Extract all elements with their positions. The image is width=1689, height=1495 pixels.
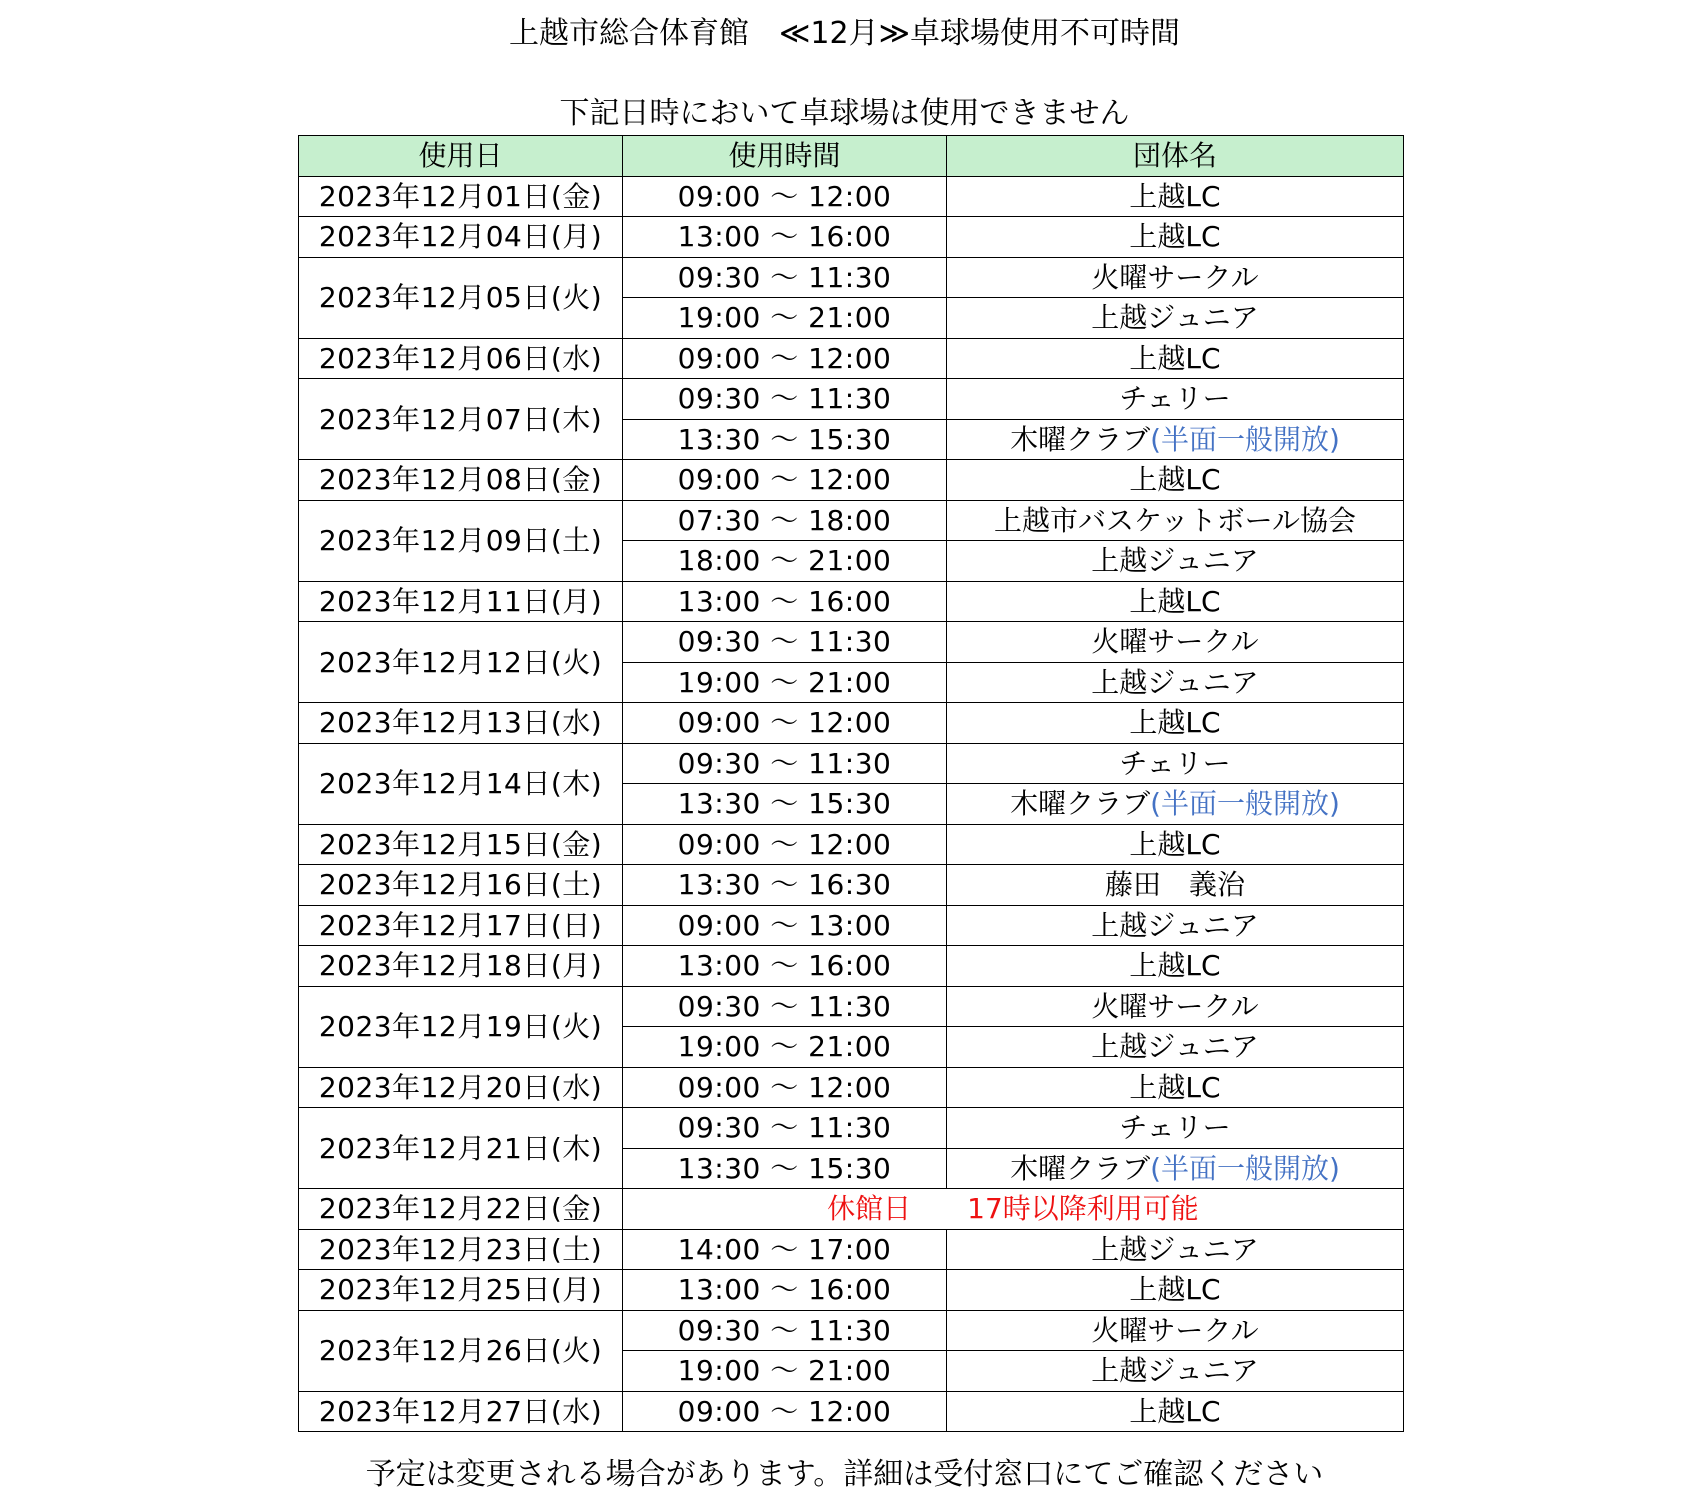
time-cell: 09:00 ～ 12:00 (623, 176, 947, 217)
date-cell: 2023年12月23日(土) (299, 1229, 623, 1270)
group-cell (947, 1108, 1404, 1149)
group-cell (947, 1391, 1404, 1432)
date-cell: 2023年12月05日(火) (299, 257, 623, 338)
group-cell (947, 865, 1404, 906)
table-row (299, 1310, 1404, 1351)
group-cell (947, 743, 1404, 784)
time-cell: 19:00 ～ 21:00 (623, 1027, 947, 1068)
date-cell: 2023年12月12日(火) (299, 622, 623, 703)
group-name: 火曜サークル (1091, 625, 1259, 659)
group-cell (947, 905, 1404, 946)
time-cell: 13:00 ～ 16:00 (623, 1270, 947, 1311)
table-row (299, 703, 1404, 744)
time-cell: 13:00 ～ 16:00 (623, 581, 947, 622)
group-cell (947, 1270, 1404, 1311)
group-cell (947, 824, 1404, 865)
group-cell (947, 500, 1404, 541)
group-name: 火曜サークル (1091, 989, 1259, 1023)
time-cell: 09:00 ～ 12:00 (623, 703, 947, 744)
table-row (299, 824, 1404, 865)
group-name: 上越LC (1129, 179, 1221, 213)
group-name: 上越LC (1129, 463, 1221, 497)
group-cell (947, 1310, 1404, 1351)
group-cell (947, 1351, 1404, 1392)
group-cell (947, 662, 1404, 703)
closed-notice-cell: 休館日 17時以降利用可能 (623, 1189, 1404, 1230)
time-cell: 09:30 ～ 11:30 (623, 986, 947, 1027)
group-cell (947, 379, 1404, 420)
time-cell: 09:00 ～ 12:00 (623, 824, 947, 865)
time-cell: 13:30 ～ 16:30 (623, 865, 947, 906)
table-row (299, 217, 1404, 258)
group-cell (947, 541, 1404, 582)
group-name: 上越ジュニア (1091, 665, 1259, 699)
group-name: 上越LC (1129, 341, 1221, 375)
date-cell: 2023年12月19日(火) (299, 986, 623, 1067)
group-cell (947, 338, 1404, 379)
date-cell: 2023年12月15日(金) (299, 824, 623, 865)
date-cell: 2023年12月25日(月) (299, 1270, 623, 1311)
table-row (299, 1108, 1404, 1149)
table-row (299, 500, 1404, 541)
group-cell (947, 946, 1404, 987)
time-cell: 13:00 ～ 16:00 (623, 217, 947, 258)
table-row (299, 1270, 1404, 1311)
date-cell: 2023年12月20日(水) (299, 1067, 623, 1108)
time-cell: 19:00 ～ 21:00 (623, 662, 947, 703)
time-cell: 09:30 ～ 11:30 (623, 1310, 947, 1351)
group-name: チェリー (1119, 382, 1231, 416)
group-cell (947, 298, 1404, 339)
date-cell: 2023年12月09日(土) (299, 500, 623, 581)
time-cell: 09:00 ～ 12:00 (623, 1391, 947, 1432)
group-cell (947, 986, 1404, 1027)
date-cell: 2023年12月13日(水) (299, 703, 623, 744)
date-cell: 2023年12月01日(金) (299, 176, 623, 217)
time-cell: 13:30 ～ 15:30 (623, 1148, 947, 1189)
time-cell: 18:00 ～ 21:00 (623, 541, 947, 582)
group-cell (947, 460, 1404, 501)
group-name: 火曜サークル (1091, 260, 1259, 294)
table-row (299, 379, 1404, 420)
group-name: 木曜クラブ (1010, 787, 1151, 821)
date-cell: 2023年12月27日(水) (299, 1391, 623, 1432)
time-cell: 13:30 ～ 15:30 (623, 784, 947, 825)
group-name: 上越LC (1129, 1273, 1221, 1307)
time-cell: 09:00 ～ 12:00 (623, 460, 947, 501)
group-note: (半面一般開放) (1150, 422, 1340, 456)
group-name: 上越LC (1129, 1394, 1221, 1428)
group-cell (947, 1148, 1404, 1189)
group-name: 木曜クラブ (1010, 1151, 1151, 1185)
date-cell: 2023年12月07日(木) (299, 379, 623, 460)
group-name: 上越ジュニア (1091, 908, 1259, 942)
header-row (299, 136, 1404, 177)
group-name: 上越LC (1129, 220, 1221, 254)
group-name: 上越ジュニア (1091, 544, 1259, 578)
group-cell (947, 703, 1404, 744)
header-group: 団体名 (947, 136, 1404, 177)
date-cell: 2023年12月22日(金) (299, 1189, 623, 1230)
date-cell: 2023年12月26日(火) (299, 1310, 623, 1391)
page-title: 上越市総合体育館 ≪12月≫卓球場使用不可時間 (509, 16, 1180, 51)
date-cell: 2023年12月11日(月) (299, 581, 623, 622)
table-row (299, 1391, 1404, 1432)
group-name: 上越ジュニア (1091, 1232, 1259, 1266)
schedule-table (298, 135, 1404, 1432)
group-name: 上越ジュニア (1091, 1030, 1259, 1064)
group-name: 上越LC (1129, 949, 1221, 983)
group-name: 上越ジュニア (1091, 1354, 1259, 1388)
group-note: (半面一般開放) (1150, 787, 1340, 821)
group-cell (947, 784, 1404, 825)
time-cell: 09:30 ～ 11:30 (623, 379, 947, 420)
date-cell: 2023年12月17日(日) (299, 905, 623, 946)
group-name: チェリー (1119, 1111, 1231, 1145)
time-cell: 14:00 ～ 17:00 (623, 1229, 947, 1270)
time-cell: 09:30 ～ 11:30 (623, 1108, 947, 1149)
table-row (299, 1189, 1404, 1230)
table-row (299, 338, 1404, 379)
group-cell (947, 217, 1404, 258)
group-name: 木曜クラブ (1010, 422, 1151, 456)
date-cell: 2023年12月04日(月) (299, 217, 623, 258)
time-cell: 09:00 ～ 12:00 (623, 1067, 947, 1108)
time-cell: 19:00 ～ 21:00 (623, 1351, 947, 1392)
group-name: 上越LC (1129, 1070, 1221, 1104)
table-row (299, 622, 1404, 663)
group-name: 上越LC (1129, 827, 1221, 861)
group-cell (947, 622, 1404, 663)
footer-note: 予定は変更される場合があります。詳細は受付窓口にてご確認ください (365, 1457, 1324, 1492)
time-cell: 09:00 ～ 13:00 (623, 905, 947, 946)
group-note: (半面一般開放) (1150, 1151, 1340, 1185)
table-row (299, 1229, 1404, 1270)
table-row (299, 743, 1404, 784)
table-row (299, 986, 1404, 1027)
table-row (299, 460, 1404, 501)
group-name: 上越LC (1129, 584, 1221, 618)
header-time: 使用時間 (623, 136, 947, 177)
date-cell: 2023年12月14日(木) (299, 743, 623, 824)
group-cell (947, 257, 1404, 298)
table-row (299, 257, 1404, 298)
schedule-body (299, 176, 1404, 1432)
date-cell: 2023年12月06日(水) (299, 338, 623, 379)
date-cell: 2023年12月18日(月) (299, 946, 623, 987)
table-row (299, 865, 1404, 906)
group-cell (947, 581, 1404, 622)
date-cell: 2023年12月08日(金) (299, 460, 623, 501)
group-cell (947, 1229, 1404, 1270)
group-name: チェリー (1119, 746, 1231, 780)
time-cell: 07:30 ～ 18:00 (623, 500, 947, 541)
group-name: 上越LC (1129, 706, 1221, 740)
table-row (299, 176, 1404, 217)
group-name: 藤田 義治 (1104, 868, 1245, 902)
time-cell: 09:00 ～ 12:00 (623, 338, 947, 379)
table-row (299, 905, 1404, 946)
time-cell: 19:00 ～ 21:00 (623, 298, 947, 339)
group-name: 上越市バスケットボール協会 (993, 503, 1357, 537)
time-cell: 13:00 ～ 16:00 (623, 946, 947, 987)
group-cell (947, 176, 1404, 217)
group-cell (947, 1067, 1404, 1108)
time-cell: 09:30 ～ 11:30 (623, 743, 947, 784)
time-cell: 09:30 ～ 11:30 (623, 622, 947, 663)
table-row (299, 581, 1404, 622)
time-cell: 13:30 ～ 15:30 (623, 419, 947, 460)
group-cell (947, 1027, 1404, 1068)
time-cell: 09:30 ～ 11:30 (623, 257, 947, 298)
group-name: 火曜サークル (1091, 1313, 1259, 1347)
table-row (299, 946, 1404, 987)
group-cell (947, 419, 1404, 460)
notice-text: 下記日時において卓球場は使用できません (559, 96, 1130, 131)
date-cell: 2023年12月16日(土) (299, 865, 623, 906)
header-date: 使用日 (299, 136, 623, 177)
group-name: 上越ジュニア (1091, 301, 1259, 335)
table-row (299, 1067, 1404, 1108)
date-cell: 2023年12月21日(木) (299, 1108, 623, 1189)
